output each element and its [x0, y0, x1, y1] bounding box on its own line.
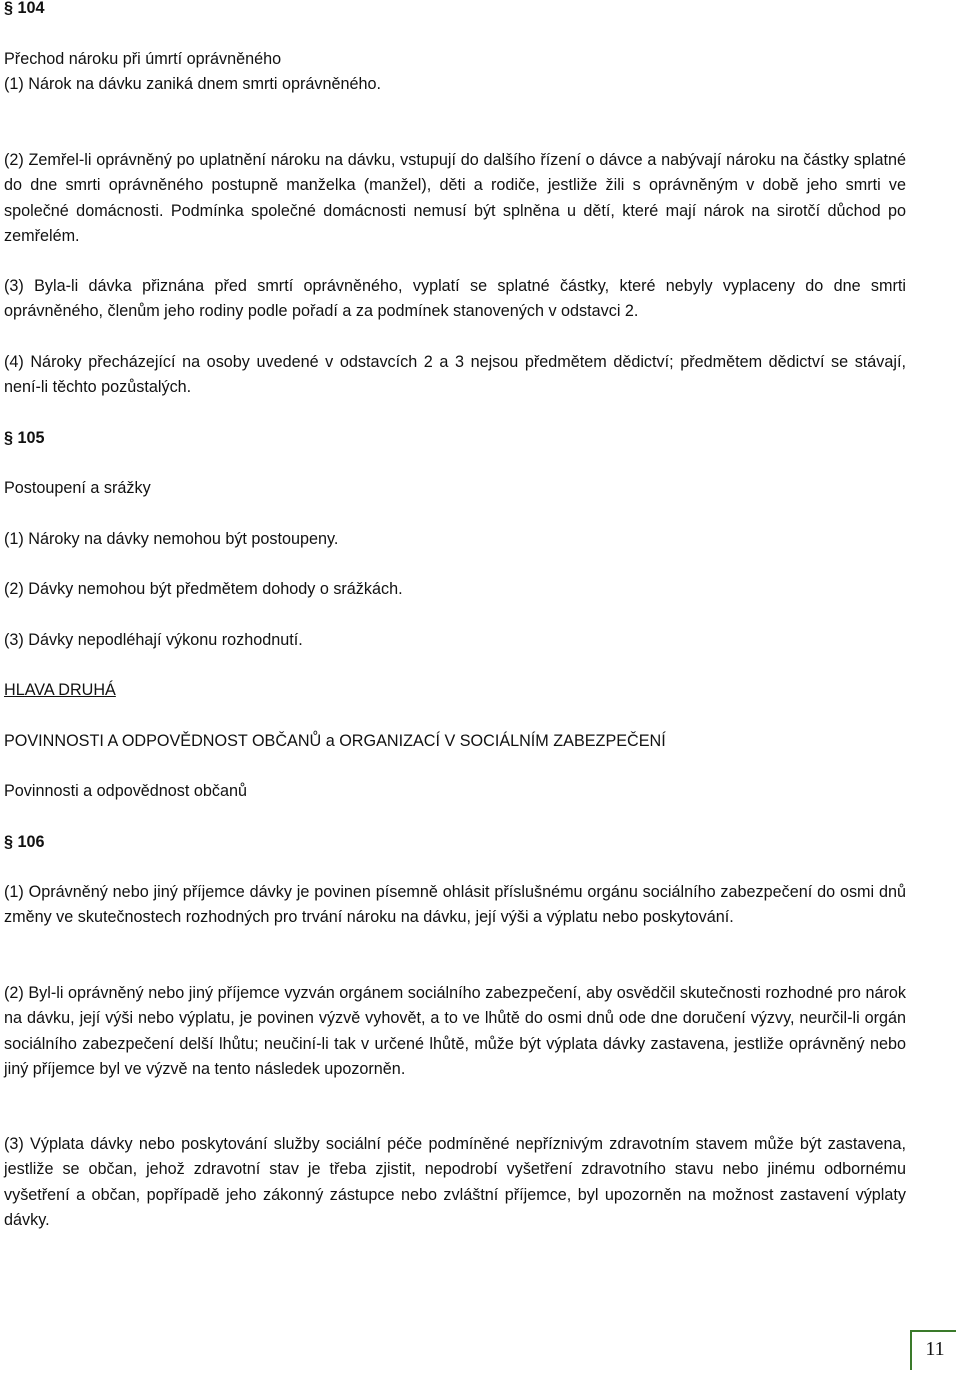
section-106-heading: § 106 [4, 833, 45, 851]
section-104-paragraph-4: (4) Nároky přecházející na osoby uvedené v odstavcích 2 a 3 nejsou předmětem dědictví; předmětem dědictví se stávají, není-li těchto pozůstalých. [4, 353, 906, 397]
page-number: 11 [925, 1338, 945, 1360]
subpart-title: Povinnosti a odpovědnost občanů [4, 782, 247, 800]
section-106-paragraph-3: (3) Výplata dávky nebo poskytování služby sociální péče podmíněné nepříznivým zdravotním stavem může být zastavena, jestliže se občan, jehož zdravotní stav je třeba zjistit, nepodrobí vyšetření zdravotního stavu nebo jinému odbornému vyšetření a občan, popřípadě jeho zákonný zástupce nebo zvláštní příjemce, byl upozorněn na možnost zastavení výplaty dávky. [4, 1135, 906, 1229]
section-105-paragraph-1: (1) Nároky na dávky nemohou být postoupeny. [4, 530, 339, 548]
part-heading: HLAVA DRUHÁ [4, 681, 116, 699]
section-106-paragraph-1: (1) Oprávněný nebo jiný příjemce dávky je povinen písemně ohlásit příslušnému orgánu sociálního zabezpečení do osmi dnů změny ve skutečnostech rozhodných pro trvání nároku na dávku, její výši a výplatu nebo poskytování. [4, 883, 906, 927]
page-number-box [910, 1330, 956, 1370]
section-105-paragraph-3: (3) Dávky nepodléhají výkonu rozhodnutí. [4, 631, 303, 649]
section-104-paragraph-2: (2) Zemřel-li oprávněný po uplatnění nároku na dávku, vstupují do dalšího řízení o dávce a nabývají nároku na částky splatné do dne smrti oprávněného postupně manželka (manžel), děti a rodiče, jestliže žili s oprávněným v době jeho smrti ve společné domácnosti. Podmínka společné domácnosti nemusí být splněna u dětí, které mají nárok na sirotčí důchod po zemřelém. [4, 151, 906, 245]
section-105-heading: § 105 [4, 429, 45, 447]
section-105-title: Postoupení a srážky [4, 479, 151, 497]
section-104-heading: § 104 [4, 0, 45, 17]
section-104-paragraph-1: (1) Nárok na dávku zaniká dnem smrti oprávněného. [4, 75, 381, 93]
section-106-paragraph-2: (2) Byl-li oprávněný nebo jiný příjemce vyzván orgánem sociálního zabezpečení, aby osvědčil skutečnosti rozhodné pro nárok na dávku, její výši nebo výplatu, je povinen výzvě vyhovět, a to ve lhůtě do osmi dnů ode dne doručení výzvy, neurčil-li orgán sociálního zabezpečení delší lhůtu; neučiní-li tak v určené lhůtě, může být výplata dávky zastavena, jestliže oprávněný nebo jiný příjemce byl ve výzvě na tento následek upozorněn. [4, 984, 906, 1078]
section-104-paragraph-3: (3) Byla-li dávka přiznána před smrtí oprávněného, vyplatí se splatné částky, které nebyly vyplaceny do dne smrti oprávněného, členům jeho rodiny podle pořadí a za podmínek stanovených v odstavci 2. [4, 277, 906, 321]
part-title: POVINNOSTI A ODPOVĚDNOST OBČANŮ a ORGANIZACÍ V SOCIÁLNÍM ZABEZPEČENÍ [4, 732, 666, 750]
section-104-title: Přechod nároku při úmrtí oprávněného [4, 50, 282, 68]
section-105-paragraph-2: (2) Dávky nemohou být předmětem dohody o srážkách. [4, 580, 403, 598]
